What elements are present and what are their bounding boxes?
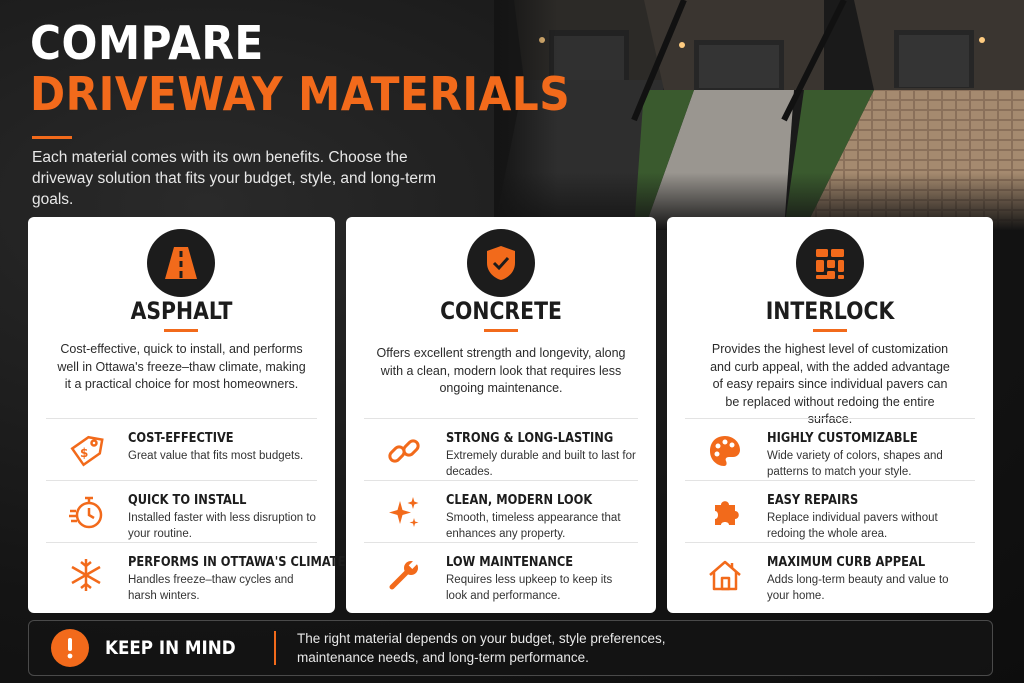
feature-title: LOW MAINTENANCE [446,555,574,570]
feature-description: Great value that fits most budgets. [128,450,304,462]
pavers-icon [796,229,864,297]
note-title: KEEP IN MIND [105,637,236,659]
card-description: Provides the highest level of customization and curb appeal, with the added advantage of easy repairs since individual pavers can be replaced without redoing the entire surface. [710,342,950,426]
feature-item [685,480,975,542]
puzzle-piece-icon [705,493,745,533]
feature-description: Installed faster with less disruption to your routine. [128,512,316,540]
card-title-underline [164,329,198,332]
price-tag-icon [66,431,106,471]
note-divider [274,631,276,665]
feature-description: Requires less upkeep to keep its look and performance. [446,574,613,602]
feature-title: PERFORMS IN OTTAWA'S CLIMATE [128,555,346,570]
card-description: Cost-effective, quick to install, and performs well in Ottawa's freeze–thaw climate, making it a practical choice for most homeowners. [57,342,306,391]
feature-title: QUICK TO INSTALL [128,493,247,508]
house-icon [705,555,745,595]
sparkle-icon [384,493,424,533]
wrench-icon [384,555,424,595]
feature-item [364,480,638,542]
card-title-underline [813,329,847,332]
feature-title: EASY REPAIRS [767,493,859,508]
card-title: ASPHALT [130,297,233,325]
feature-description: Adds long-term beauty and value to your home. [767,574,949,602]
title-line-1: COMPARE [30,16,264,70]
card-interlock [667,217,993,613]
feature-description: Extremely durable and built to last for decades. [446,450,636,478]
palette-icon [705,431,745,471]
feature-description: Replace individual pavers without redoing the whole area. [767,512,938,540]
feature-title: COST-EFFECTIVE [128,431,234,446]
chain-link-icon [384,431,424,471]
feature-title: MAXIMUM CURB APPEAL [767,555,926,570]
feature-title: STRONG & LONG-LASTING [446,431,614,446]
svg-text:$: $ [80,446,89,460]
feature-item [364,542,638,604]
feature-description: Wide variety of colors, shapes and patterns to match your style. [767,450,943,478]
title-underline [32,136,72,139]
snowflake-icon [66,555,106,595]
shield-check-icon [467,229,535,297]
feature-title: HIGHLY CUSTOMIZABLE [767,431,918,446]
feature-title: CLEAN, MODERN LOOK [446,493,593,508]
card-title: CONCRETE [440,297,562,325]
note-text: The right material depends on your budget, style preferences, maintenance needs, and long-term performance. [297,631,666,665]
card-title-underline [484,329,518,332]
feature-item [685,542,975,604]
intro-text: Each material comes with its own benefits. Choose the driveway solution that fits your budget, style, and long-term goals. [32,149,437,208]
feature-item [46,480,317,542]
card-description: Offers excellent strength and longevity, along with a clean, modern look that requires less ongoing maintenance. [376,346,626,395]
feature-item [364,418,638,480]
keep-in-mind-banner [28,620,993,676]
feature-item [46,418,317,480]
card-title: INTERLOCK [765,297,895,325]
feature-description: Smooth, timeless appearance that enhances any property. [446,512,621,540]
title-line-2: DRIVEWAY MATERIALS [30,67,571,121]
card-asphalt [28,217,346,613]
feature-item [685,418,975,480]
headline [30,18,617,120]
feature-item [46,542,346,604]
road-icon [147,229,215,297]
card-concrete [346,217,656,613]
feature-description: Handles freeze–thaw cycles and harsh winters. [128,574,294,602]
stopwatch-icon [66,493,106,533]
exclamation-icon [51,629,89,667]
